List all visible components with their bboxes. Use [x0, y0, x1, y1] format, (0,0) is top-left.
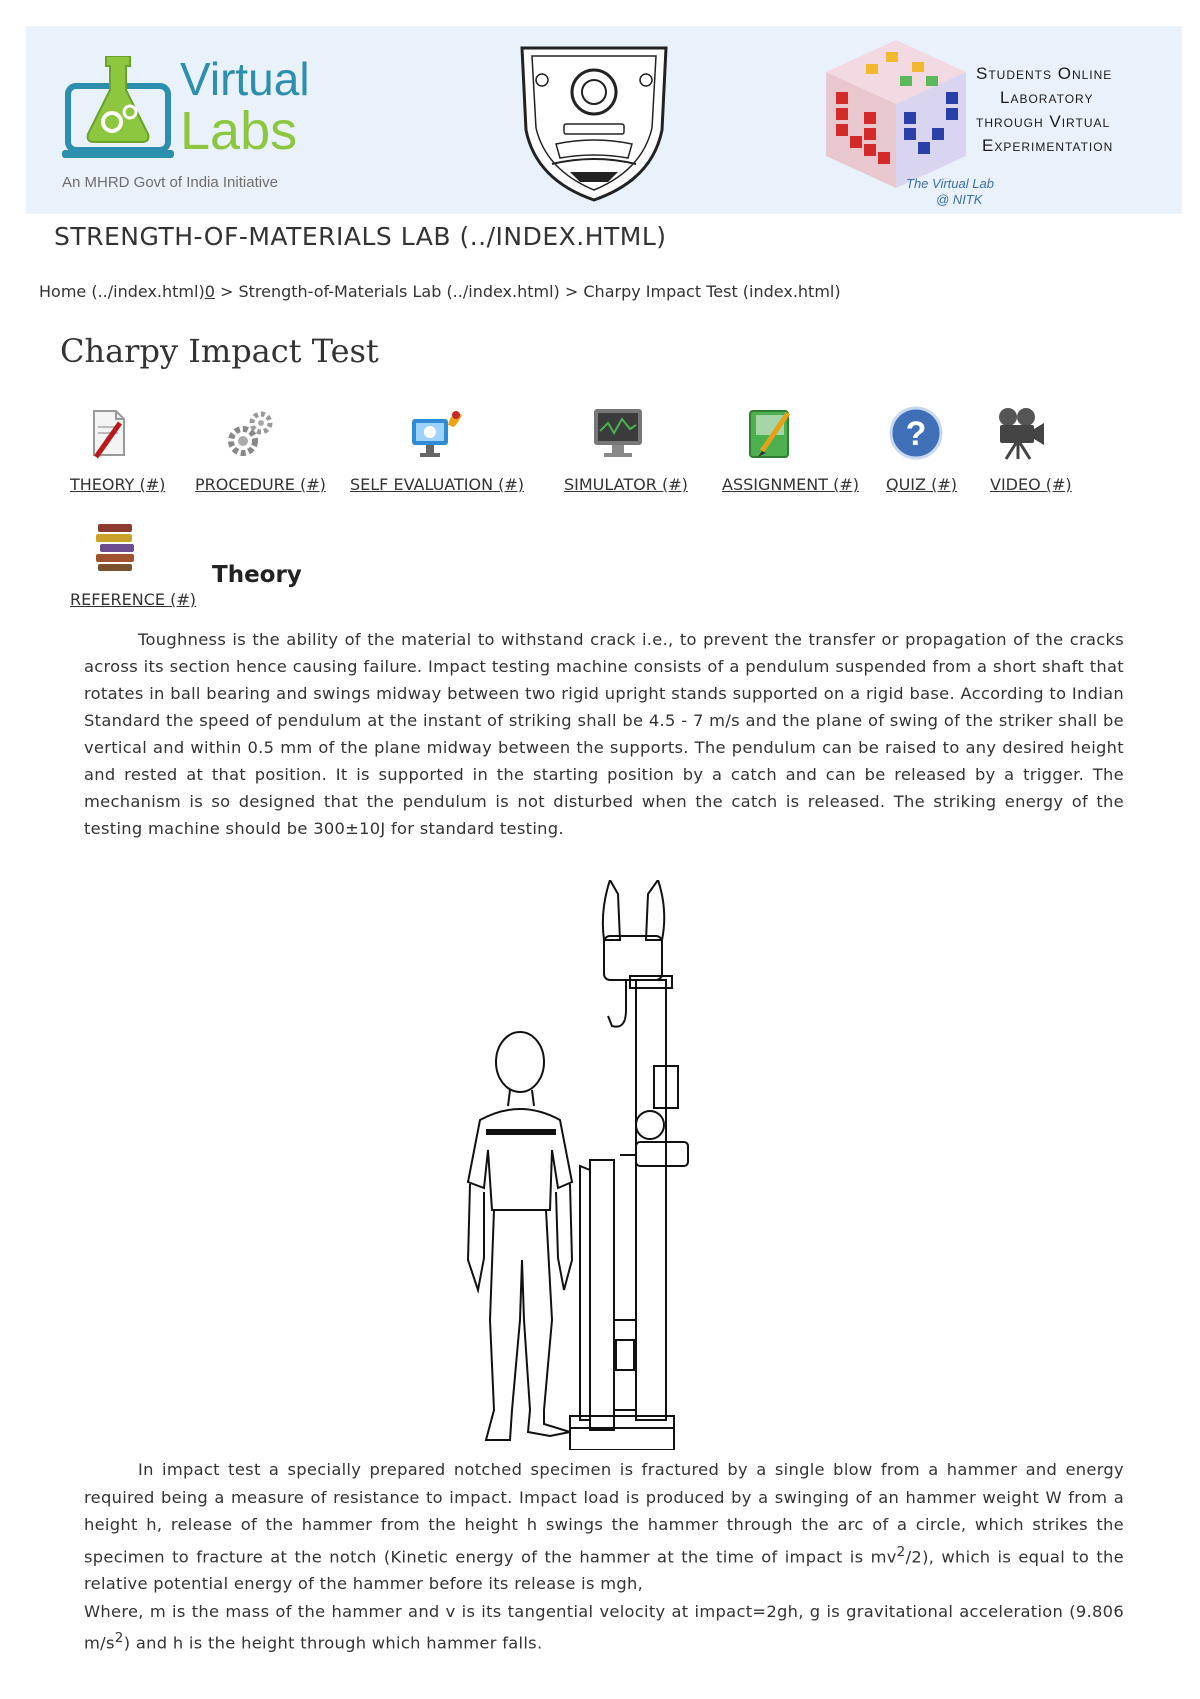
breadcrumb-home[interactable]: Home (../index.html) [39, 282, 205, 301]
reference-books-icon [92, 520, 140, 572]
solve-tagline-2: @ NITK [936, 192, 983, 207]
nitk-seal-icon [512, 40, 676, 204]
virtual-labs-logo[interactable] [62, 42, 342, 202]
theory-paragraph-2-part3: Where, m is the mass of the hammer and v is its tangential velocity at impact=2gh, g is gravitational acceleration (9.806 m/s [84, 1601, 1124, 1653]
breadcrumb-current[interactable]: Charpy Impact Test (index.html) [583, 282, 841, 301]
tab-theory-label: THEORY (#) [70, 475, 166, 494]
simulator-monitor-icon [590, 405, 646, 461]
header-banner [26, 26, 1182, 214]
tab-self-evaluation-label: SELF EVALUATION (#) [350, 475, 525, 494]
assignment-book-icon [742, 405, 798, 461]
theory-paragraph-1 [84, 626, 1124, 842]
solve-title [976, 62, 1113, 158]
theory-paragraph-2 [84, 1456, 1124, 1657]
section-heading-theory: Theory [212, 562, 302, 588]
theory-paragraph-2-part2: /2), which is equal to the relative potential energy of the hammer before its release is mgh, [84, 1546, 1124, 1594]
breadcrumb-separator: > [559, 282, 584, 301]
superscript-2: 2 [896, 1543, 906, 1560]
tab-video-label: VIDEO (#) [990, 475, 1072, 494]
theory-paragraph-2-part4: ) and h is the height through which hammer falls. [123, 1633, 543, 1653]
impact-machine-figure [570, 880, 688, 1450]
solve-line-2: Laboratory [1000, 88, 1094, 107]
solve-cube-logo-icon [816, 32, 976, 192]
page-title: Charpy Impact Test [60, 332, 379, 370]
breadcrumb-separator: > [214, 282, 239, 301]
self-evaluation-monitor-icon [408, 405, 464, 461]
solve-line-4: Experimentation [982, 136, 1114, 155]
tab-reference-label: REFERENCE (#) [70, 590, 196, 609]
tab-procedure-label: PROCEDURE (#) [195, 475, 326, 494]
gears-icon [223, 405, 279, 461]
lab-title-link[interactable]: STRENGTH-OF-MATERIALS LAB (../INDEX.HTML) [54, 222, 667, 251]
svg-text:?: ? [905, 415, 927, 453]
vlabs-word-virtual: Virtual [180, 53, 310, 105]
experiment-nav [60, 405, 1160, 505]
solve-tagline [906, 176, 994, 208]
theory-paragraph-1-text: Toughness is the ability of the material to withstand crack i.e., to prevent the transfer or propagation of the cracks across its section hence causing failure. Impact testing machine consists of a pendulum suspended from a short shaft that rotates in ball bearing and swings midway between two rigid upright stands supported on a rigid base. According to Indian Standard the speed of pendulum at the instant of striking shall be 4.5 - 7 m/s and the plane of swing of the striker shall be vertical and within 0.5 mm of the plane midway between the supports. The pendulum can be raised to any desired height and rested at that position. It is supported in the starting position by a catch and can be released by a trigger. The mechanism is so designed that the pendulum is not disturbed when the catch is released. The striking energy of the testing machine should be 300±10J for standard testing. [84, 630, 1124, 838]
solve-line-1: Students Online [976, 64, 1113, 83]
person-impact-machine-illustration [440, 880, 760, 1450]
solve-line-3: through Virtual [976, 112, 1111, 131]
tab-assignment-label: ASSIGNMENT (#) [722, 475, 859, 494]
theory-document-icon [80, 405, 136, 461]
solve-tagline-1: The Virtual Lab [906, 176, 994, 191]
person-figure [468, 1032, 572, 1440]
vlabs-word-labs: Labs [180, 101, 298, 161]
breadcrumb-lab[interactable]: Strength-of-Materials Lab (../index.html) [238, 282, 560, 301]
breadcrumb [39, 282, 841, 301]
tab-quiz-label: QUIZ (#) [886, 475, 957, 494]
breadcrumb-home-badge[interactable]: 0 [204, 282, 215, 301]
superscript-2: 2 [114, 1630, 124, 1647]
video-camera-icon [992, 405, 1048, 461]
vlabs-tagline: An MHRD Govt of India Initiative [62, 174, 278, 191]
quiz-question-icon [888, 405, 944, 461]
theory-paragraph-2-part1: In impact test a specially prepared notched specimen is fractured by a single blow from a hammer and energy required being a measure of resistance to impact. Impact load is produced by a swinging of an hammer weight W from a height h, release of the hammer from the height h swings the hammer through the arc of a circle, which strikes the specimen to fracture at the notch (Kinetic energy of the hammer at the time of impact is mv [84, 1460, 1124, 1566]
tab-simulator-label: SIMULATOR (#) [564, 475, 688, 494]
flask-gear-icon [62, 56, 174, 166]
